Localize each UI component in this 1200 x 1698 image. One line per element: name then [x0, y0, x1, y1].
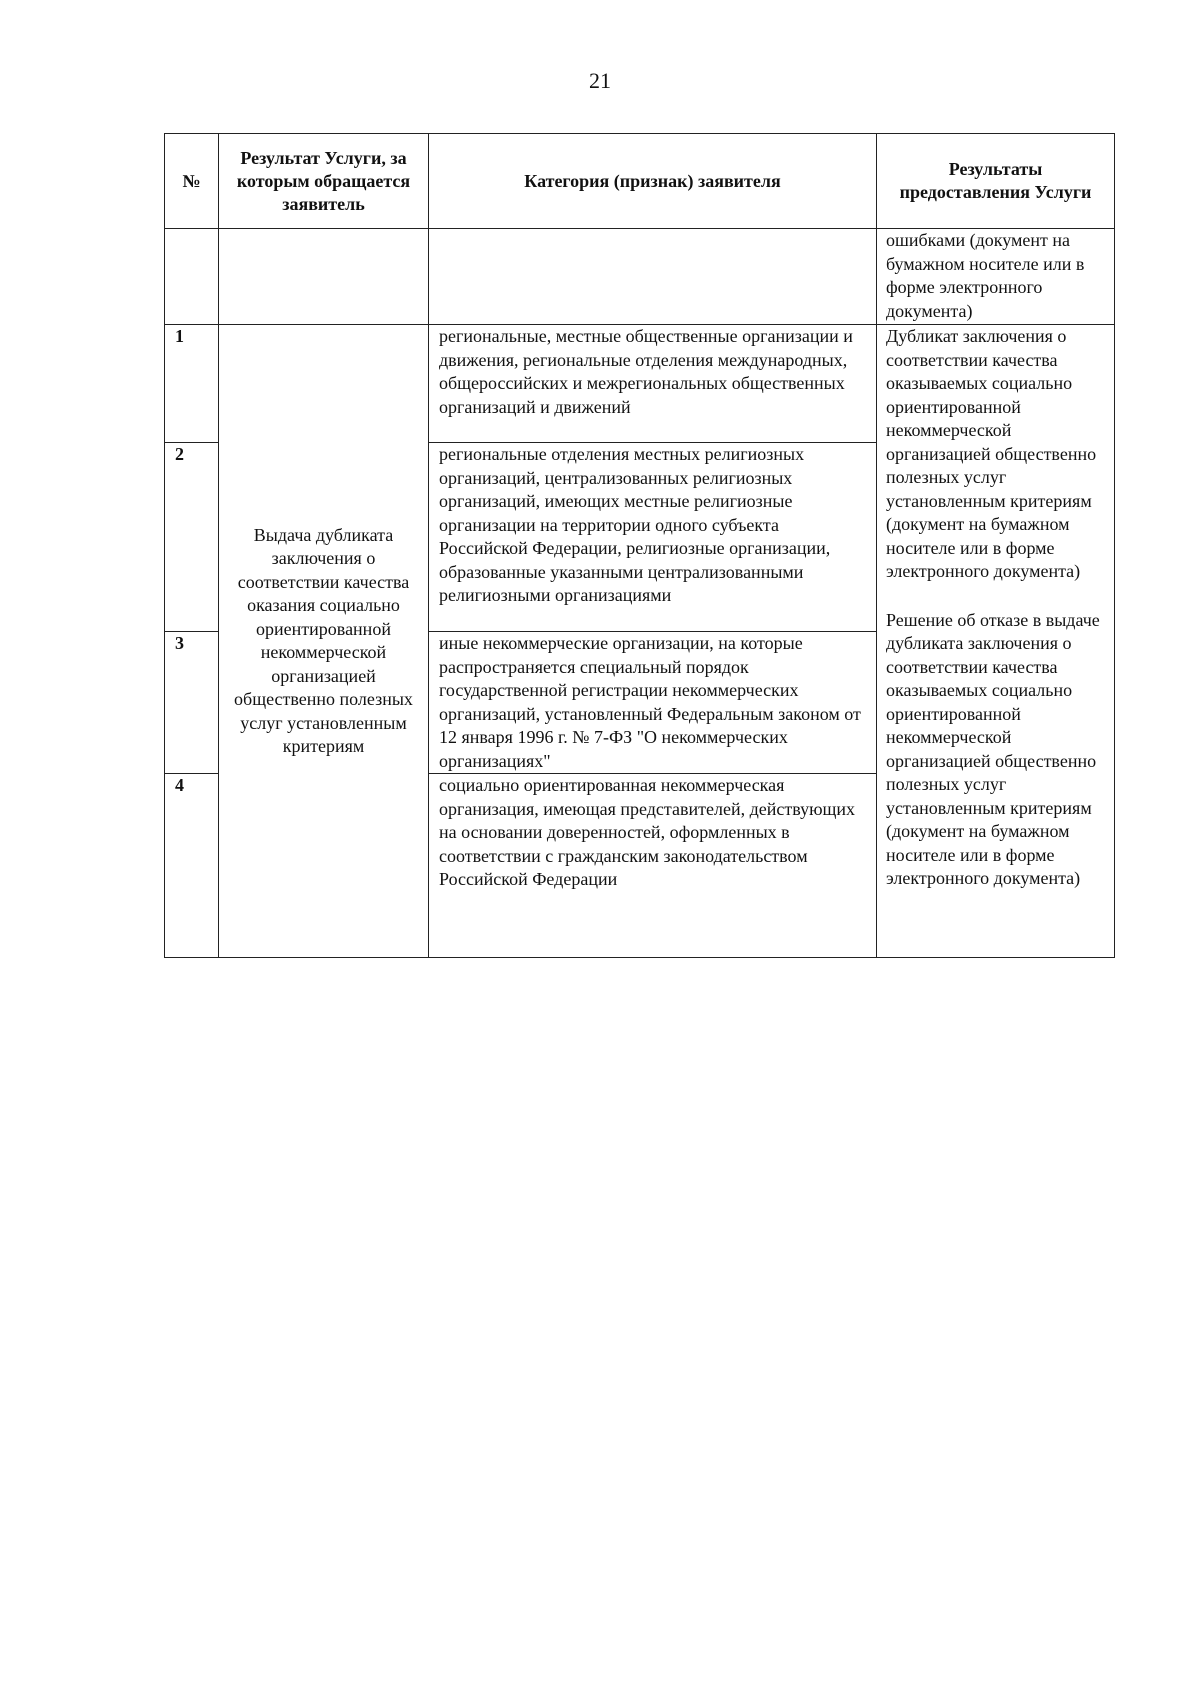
- continuation-service-cell: [219, 229, 429, 325]
- continuation-category-cell: [429, 229, 877, 325]
- table-row: [165, 325, 1115, 443]
- results-gap: [886, 584, 1105, 609]
- row-number: 1: [165, 325, 219, 443]
- services-table: [164, 133, 1115, 958]
- results-duplicate-text: Дубликат заключения о соответствии качества оказываемых социально ориентированной некоммерческой организацией общественно полезных услуг установленным критериям (документ на бумажном носителе или в форме электронного документа): [886, 326, 1097, 581]
- applicant-category-cell: региональные отделения местных религиозных организаций, централизованных религиозных организаций, имеющих местные религиозные организации на территории одного субъекта Российской Федерации, религиозные организации, образованные указанными централизованными религиозными организациями: [429, 443, 877, 632]
- row-number: 2: [165, 443, 219, 632]
- results-refusal-text: Решение об отказе в выдаче дубликата заключения о соответствии качества оказываемых социально ориентированной некоммерческой организацией общественно полезных услуг установленным критериям (документ на бумажном носителе или в форме электронного документа): [886, 609, 1100, 888]
- continuation-results-cell: ошибками (документ на бумажном носителе или в форме электронного документа): [877, 229, 1115, 325]
- header-applicant-category: Категория (признак) заявителя: [429, 134, 877, 229]
- table-header-row: [165, 134, 1115, 229]
- applicant-category-cell: социально ориентированная некоммерческая организация, имеющая представителей, действующих на основании доверенностей, оформленных в соответствии с гражданским законодательством Российской Федерации: [429, 774, 877, 958]
- applicant-category-cell: иные некоммерческие организации, на которые распространяется специальный порядок государственной регистрации некоммерческих организаций, установленный Федеральным законом от 12 января 1996 г. № 7-ФЗ "О некоммерческих организациях": [429, 632, 877, 774]
- header-number: №: [165, 134, 219, 229]
- header-service-result: Результат Услуги, за которым обращается заявитель: [219, 134, 429, 229]
- continuation-row: [165, 229, 1115, 325]
- page-number: 21: [589, 68, 611, 93]
- service-result-cell: Выдача дубликата заключения о соответствии качества оказания социально ориентированной некоммерческой организацией общественно полезных услуг установленным критериям: [219, 325, 429, 958]
- row-number: 3: [165, 632, 219, 774]
- service-results-cell: [877, 325, 1115, 958]
- header-service-results: Результаты предоставления Услуги: [877, 134, 1115, 229]
- continuation-num-cell: [165, 229, 219, 325]
- row-number: 4: [165, 774, 219, 958]
- applicant-category-cell: региональные, местные общественные организации и движения, региональные отделения международных, общероссийских и межрегиональных общественных организаций и движений: [429, 325, 877, 443]
